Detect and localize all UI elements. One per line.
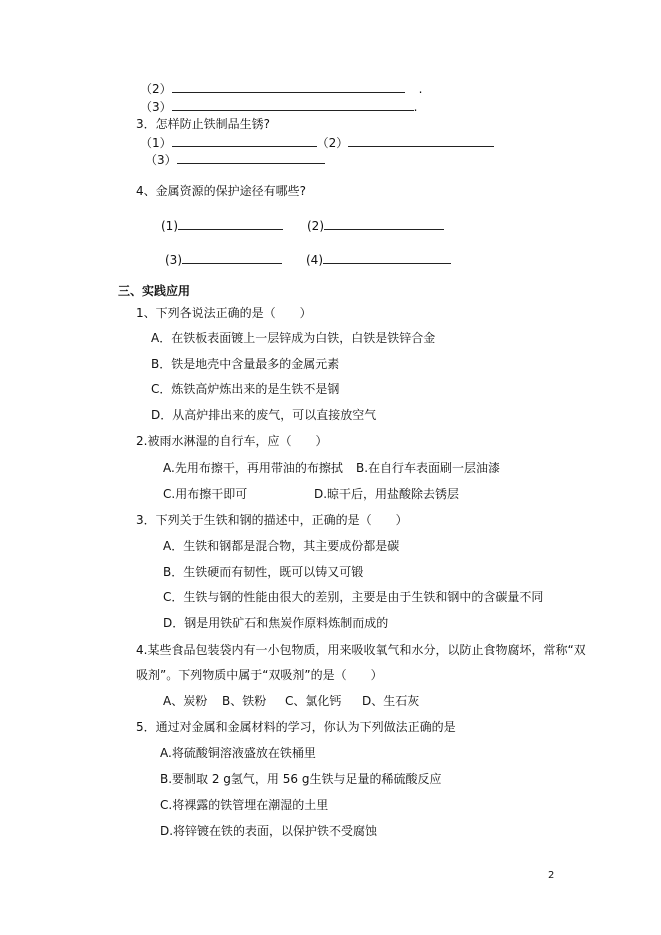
q3-stem: 3．下列关于生铁和钢的描述中，正确的是（ ） [136,513,408,527]
q4-answer-row-2 [165,252,451,267]
q4-stem-line-1: 4.某些食品包装袋内有一小包物质，用来吸收氧气和水分，以防止食物腐坏，常称“双 [136,643,586,657]
q3-option-d: D．钢是用铁矿石和焦炭作原料炼制而成的 [163,616,389,630]
item-label: (1) [161,219,178,233]
q5-option-a: A.将硫酸铜溶液盛放在铁桶里 [160,746,316,760]
q5-stem: 5．通过对金属和金属材料的学习，你认为下列做法正确的是 [136,720,456,734]
q4-answer-row-1 [161,218,444,233]
page-number: 2 [548,870,555,881]
q3-option-b: B．生铁硬而有韧性，既可以铸又可锻 [163,565,364,579]
item-label: (4) [306,253,323,267]
q1-option-b: B．铁是地壳中含量最多的金属元素 [151,357,340,371]
q4-option-d: D、生石灰 [362,694,420,708]
q2-stem: 2.被雨水淋湿的自行车，应（ ） [136,434,328,448]
fill-blank[interactable] [182,252,282,264]
q3-option-a: A．生铁和钢都是混合物，其主要成份都是碳 [163,539,400,553]
q1-option-d: D．从高炉排出来的废气，可以直接放空气 [151,408,377,422]
q2-option-a: A.先用布擦干，再用带油的布擦拭 [163,461,343,475]
fill-blank[interactable] [172,99,414,111]
answer-line-3 [140,99,417,114]
item-label: (2) [307,219,324,233]
fill-blank[interactable] [177,152,325,164]
fill-blank[interactable] [178,218,283,230]
fill-blank[interactable] [172,81,405,93]
item-label: （3） [145,153,177,167]
fill-blank[interactable] [348,135,494,147]
q4-option-b: B、铁粉 [222,694,267,708]
q4-option-a: A、炭粉 [163,694,208,708]
fill-blank[interactable] [324,218,444,230]
q3-answer-row-2 [145,152,325,167]
item-label: （2） [316,136,349,150]
q3-option-c: C．生铁与钢的性能由很大的差别，主要是由于生铁和钢中的含碳量不同 [163,590,544,604]
q1-option-c: C．炼铁高炉炼出来的是生铁不是钢 [151,382,340,396]
answer-line-2 [140,81,422,96]
q5-option-c: C.将裸露的铁管埋在潮湿的土里 [160,798,329,812]
q5-option-b: B.要制取 2 g氢气，用 56 g生铁与足量的稀硫酸反应 [160,772,442,786]
fill-blank[interactable] [172,135,317,147]
period: . [413,100,418,114]
period: . [418,82,423,96]
item-label: (3) [165,253,182,267]
question-4-resource-protection: 4、金属资源的保护途径有哪些? [136,184,307,198]
q3-answer-row-1 [140,135,494,150]
q2-option-c: C.用布擦干即可 [163,487,248,501]
q5-option-d: D.将锌镀在铁的表面，以保护铁不受腐蚀 [160,824,378,838]
q4-option-c: C、氯化钙 [285,694,342,708]
item-label: （1） [140,136,172,150]
item-label: （2） [140,82,172,96]
section-3-title: 三、实践应用 [118,284,191,298]
q4-stem-line-2: 吸剂”。下列物质中属于“双吸剂”的是（ ） [136,668,383,682]
fill-blank[interactable] [323,252,451,264]
item-label: （3） [140,100,172,114]
question-3-rust-prevention: 3．怎样防止铁制品生锈? [136,117,271,131]
q2-option-b: B.在自行车表面刷一层油漆 [356,461,501,475]
q1-stem: 1、下列各说法正确的是（ ） [136,306,312,320]
q1-option-a: A．在铁板表面镀上一层锌成为白铁，白铁是铁锌合金 [151,331,436,345]
q2-option-d: D.晾干后，用盐酸除去锈层 [314,487,460,501]
